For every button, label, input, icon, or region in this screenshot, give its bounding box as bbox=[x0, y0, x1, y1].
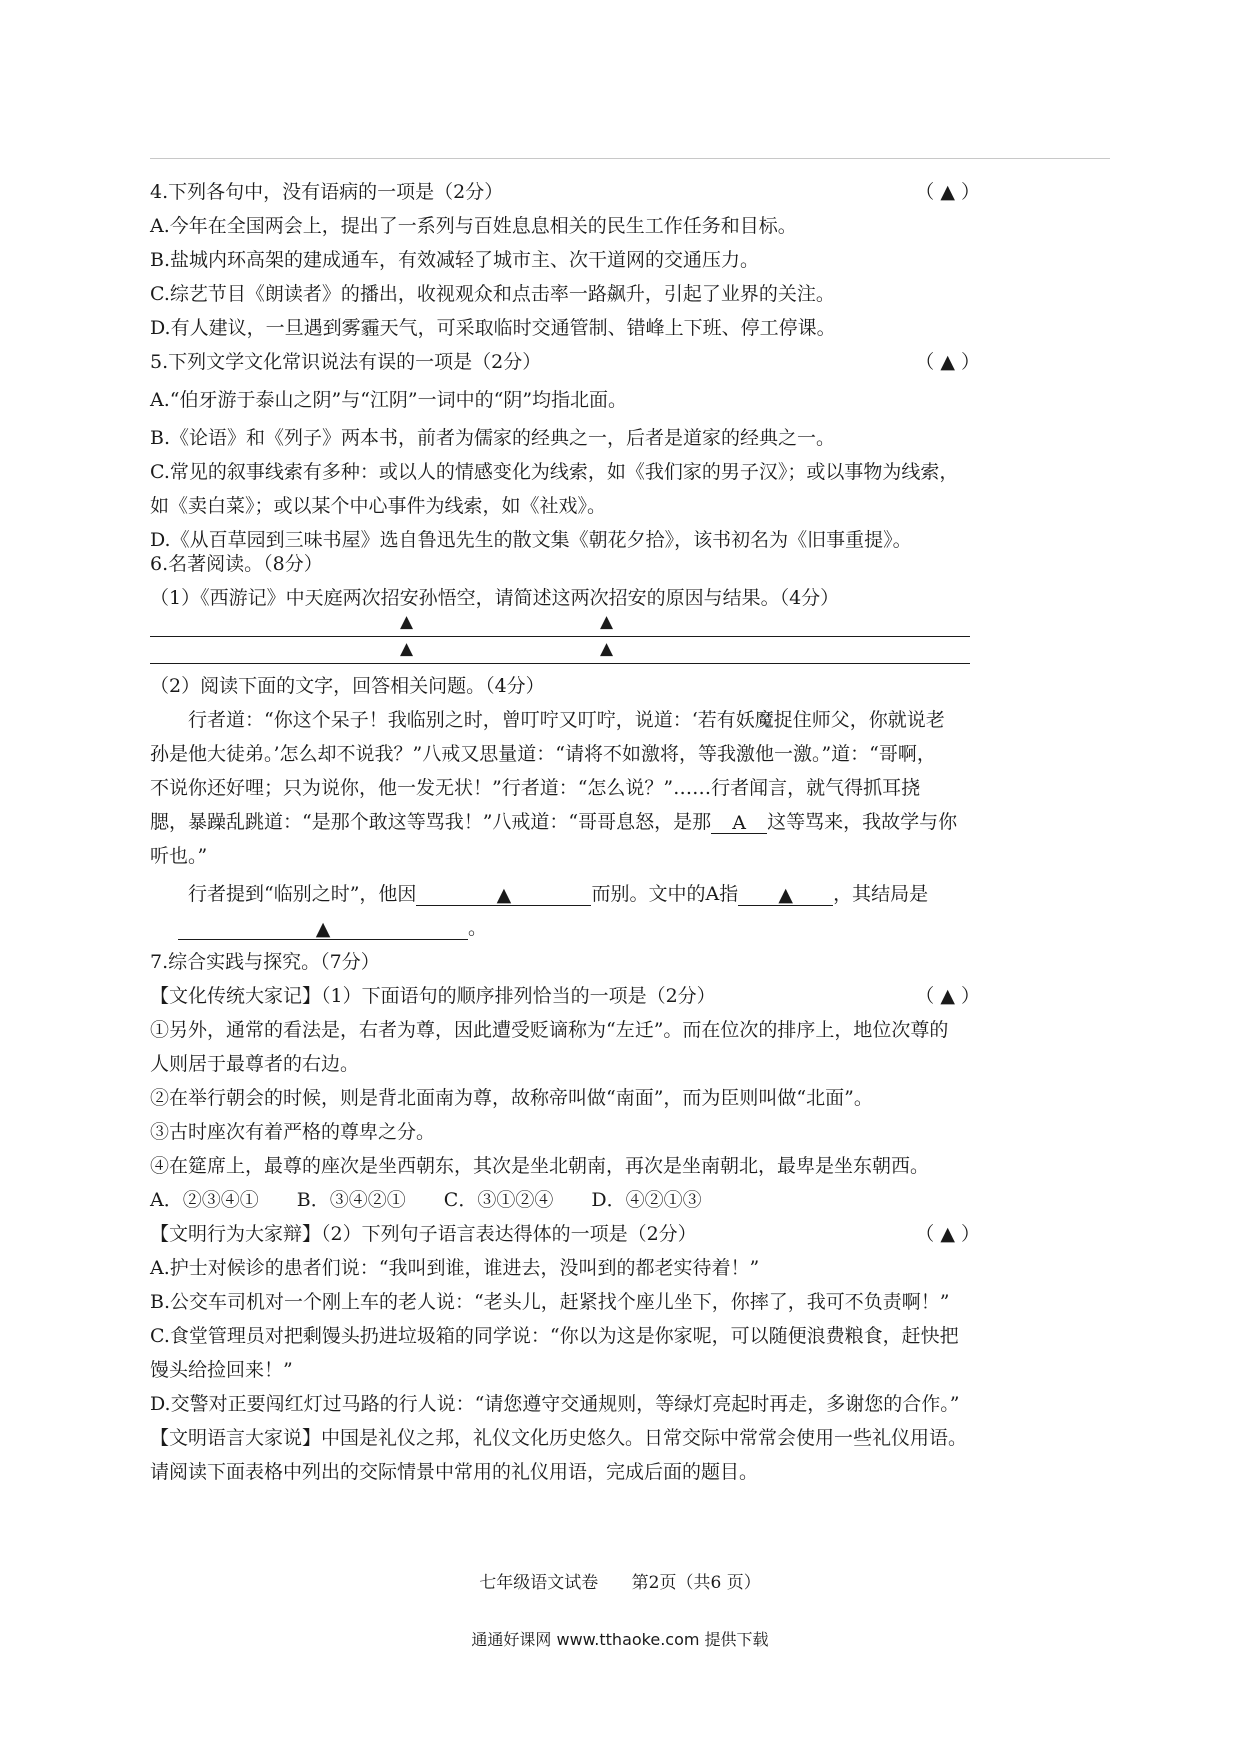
q4-stem: 4.下列各句中，没有语病的一项是（2分） bbox=[150, 181, 504, 203]
q7-sentence-3: ③古时座次有着严格的尊卑之分。 bbox=[150, 1121, 436, 1143]
q7-sub3-intro: 【文明语言大家说】中国是礼仪之邦，礼仪文化历史悠久。日常交际中常常会使用一些礼仪用语。 bbox=[150, 1427, 968, 1449]
q7-sub2-header bbox=[150, 1222, 980, 1246]
q7-sub3-intro-cont: 请阅读下面表格中列出的交际情景中常用的礼仪用语，完成后面的题目。 bbox=[150, 1461, 759, 1483]
q6-blank-reason[interactable]: ▲ bbox=[416, 883, 591, 906]
q6-question bbox=[150, 882, 980, 906]
q7-sub1-header bbox=[150, 984, 980, 1008]
q6-question-text: 行者提到“临别之时”，他因 bbox=[188, 883, 417, 905]
q7-sentence-2: ②在举行朝会的时候，则是背北面南为尊，故称帝叫做“南面”，而为臣则叫做“北面”。 bbox=[150, 1087, 873, 1109]
q6-answer-line-2[interactable] bbox=[150, 637, 970, 664]
q6-question-text: 。 bbox=[468, 917, 488, 939]
answer-marker: ▲ bbox=[400, 639, 414, 659]
q6-passage-line: 行者道：“你这个呆子！我临别之时，曾叮咛又叮咛，说道：‘若有妖魔捉住师父，你就说老 bbox=[188, 709, 945, 731]
q7-sub2-answer-bracket[interactable]: （ ▲ ） bbox=[915, 1223, 980, 1245]
download-watermark: 通通好课网 www.tthaoke.com 提供下载 bbox=[471, 1630, 769, 1649]
q4-answer-bracket[interactable]: （ ▲ ） bbox=[915, 181, 980, 203]
q7-sentence-1-cont: 人则居于最尊者的右边。 bbox=[150, 1053, 360, 1075]
q6-passage-line: 孙是他大徒弟。’怎么却不说我？”八戒又思量道：“请将不如激将，等我激他一激。”道：“哥啊， bbox=[150, 743, 936, 765]
q7-sub1-answer-bracket[interactable]: （ ▲ ） bbox=[915, 985, 980, 1007]
q6-passage-blank[interactable]: A bbox=[711, 811, 767, 834]
q6-question-cont bbox=[150, 916, 980, 940]
q7-order-option-b: B．③④②① bbox=[296, 1189, 406, 1211]
q6-sub2: （2）阅读下面的文字，回答相关问题。（4分） bbox=[150, 675, 545, 697]
q5-option-a: A.“伯牙游于泰山之阴”与“江阴”一词中的“阴”均指北面。 bbox=[150, 389, 628, 411]
answer-marker: ▲ bbox=[600, 612, 614, 632]
q5-stem: 5.下列文学文化常识说法有误的一项是（2分） bbox=[150, 351, 542, 373]
q5-option-d: D.《从百草园到三味书屋》选自鲁迅先生的散文集《朝花夕拾》，该书初名为《旧事重提》。 bbox=[150, 529, 912, 551]
q7-order-option-c: C．③①②④ bbox=[443, 1189, 554, 1211]
q5-header bbox=[150, 350, 980, 374]
q6-blank-outcome[interactable]: ▲ bbox=[178, 917, 468, 940]
q7-order-option-a: A．②③④① bbox=[150, 1189, 259, 1211]
footer-exam-title: 七年级语文试卷 bbox=[479, 1573, 599, 1593]
q7-sub2-option-d: D.交警对正要闯红灯过马路的行人说：“请您遵守交通规则，等绿灯亮起时再走，多谢您的合作。” bbox=[150, 1393, 960, 1415]
q4-header bbox=[150, 180, 980, 204]
q6-blank-a-refers[interactable]: ▲ bbox=[738, 883, 833, 906]
exam-content bbox=[150, 180, 980, 1484]
header-rule bbox=[150, 158, 1110, 159]
q7-order-options bbox=[150, 1188, 980, 1212]
q6-stem: 6.名著阅读。（8分） bbox=[150, 553, 323, 575]
q7-sentence-4: ④在筵席上，最尊的座次是坐西朝东，其次是坐北朝南，再次是坐南朝北，最卑是坐东朝西。 bbox=[150, 1155, 930, 1177]
q7-sub2-stem: 【文明行为大家辩】（2）下列句子语言表达得体的一项是（2分） bbox=[150, 1223, 697, 1245]
q7-sub2-option-a: A.护士对候诊的患者们说：“我叫到谁，谁进去，没叫到的都老实待着！” bbox=[150, 1257, 760, 1279]
q7-stem: 7.综合实践与探究。（7分） bbox=[150, 951, 380, 973]
q6-passage-text: 这等骂来，我故学与你 bbox=[767, 811, 958, 833]
q7-sub2-option-b: B.公交车司机对一个刚上车的老人说：“老头儿，赶紧找个座儿坐下，你摔了，我可不负责啊！” bbox=[150, 1291, 950, 1313]
q7-order-option-d: D．④②①③ bbox=[591, 1189, 702, 1211]
answer-marker: ▲ bbox=[400, 612, 414, 632]
q4-option-a: A.今年在全国两会上，提出了一系列与百姓息息相关的民生工作任务和目标。 bbox=[150, 215, 797, 237]
q6-passage-line: 听也。” bbox=[150, 845, 208, 867]
q6-sub1: （1）《西游记》中天庭两次招安孙悟空，请简述这两次招安的原因与结果。（4分） bbox=[150, 587, 840, 609]
q6-passage-text: 腮，暴躁乱跳道：“是那个敢这等骂我！”八戒道：“哥哥息怒，是那 bbox=[150, 811, 712, 833]
q6-passage-line bbox=[150, 810, 980, 834]
q4-option-b: B.盐城内环高架的建成通车，有效减轻了城市主、次干道网的交通压力。 bbox=[150, 249, 760, 271]
page-footer bbox=[0, 1568, 1240, 1593]
footer-page-number: 第2页（共6 页） bbox=[631, 1573, 761, 1593]
q6-answer-line-1[interactable] bbox=[150, 610, 970, 637]
q7-sub1-stem: 【文化传统大家记】（1）下面语句的顺序排列恰当的一项是（2分） bbox=[150, 985, 716, 1007]
q4-option-c: C.综艺节目《朗读者》的播出，收视观众和点击率一路飙升，引起了业界的关注。 bbox=[150, 283, 835, 305]
q4-option-d: D.有人建议，一旦遇到雾霾天气，可采取临时交通管制、错峰上下班、停工停课。 bbox=[150, 317, 836, 339]
q6-question-text: ，其结局是 bbox=[833, 883, 929, 905]
q5-answer-bracket[interactable]: （ ▲ ） bbox=[915, 351, 980, 373]
q7-sub2-option-c: C.食堂管理员对把剩馒头扔进垃圾箱的同学说：“你以为这是你家呢，可以随便浪费粮食，赶快把 bbox=[150, 1325, 959, 1347]
q6-passage-line: 不说你还好哩；只为说你，他一发无状！”行者道：“怎么说？”……行者闻言，就气得抓耳挠 bbox=[150, 777, 921, 799]
q7-sentence-1: ①另外，通常的看法是，右者为尊，因此遭受贬谪称为“左迁”。而在位次的排序上，地位次尊的 bbox=[150, 1019, 949, 1041]
q5-option-c: C.常见的叙事线索有多种：或以人的情感变化为线索，如《我们家的男子汉》；或以事物为线索， bbox=[150, 461, 959, 483]
q6-question-text: 而别。文中的A指 bbox=[591, 883, 739, 905]
q5-option-b: B.《论语》和《列子》两本书，前者为儒家的经典之一，后者是道家的经典之一。 bbox=[150, 427, 836, 449]
q5-option-c-cont: 如《卖白菜》；或以某个中心事件为线索，如《社戏》。 bbox=[150, 495, 607, 517]
answer-marker: ▲ bbox=[600, 639, 614, 659]
q7-sub2-option-c-cont: 馒头给捡回来！” bbox=[150, 1359, 293, 1381]
